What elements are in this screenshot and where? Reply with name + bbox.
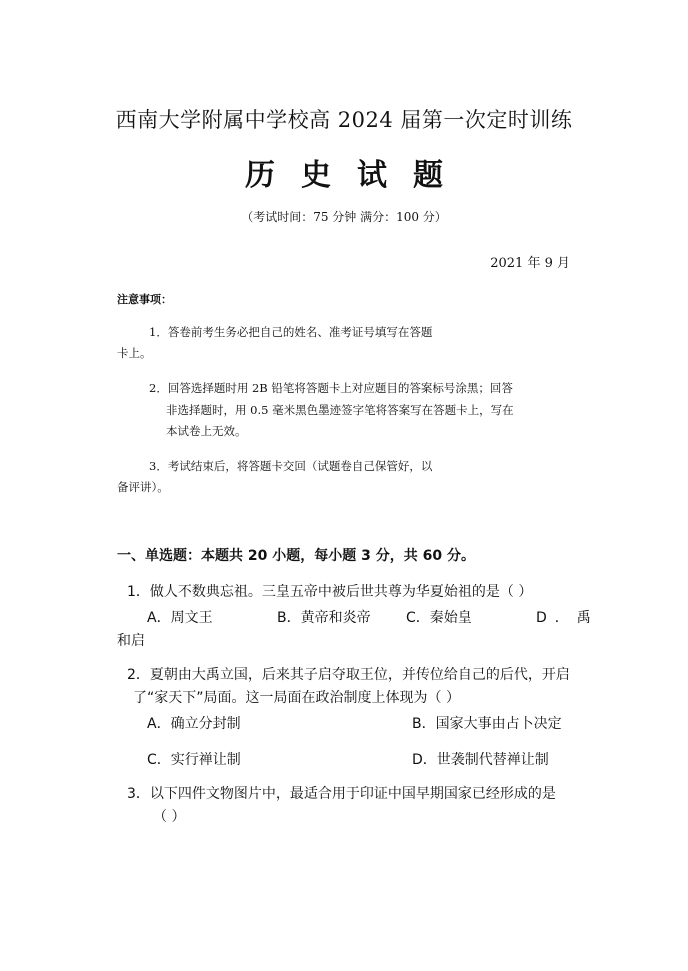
question-1-option-a: A．周文王 [147,610,213,626]
exam-time-score: （考试时间：75 分钟 满分：100 分） [241,210,447,224]
notice-item-2: 2．回答选择题时用 2B 铅笔将答题卡上对应题目的答案标号涂黑；回答 [149,381,513,395]
question-3-stem-cont: （ ） [153,809,186,825]
notice-item-1: 1．答卷前考生务必把自己的姓名、准考证号填写在答题 [149,325,433,339]
notice-item-1-cont: 卡上。 [117,346,152,360]
question-2-option-b: B．国家大事由占卜决定 [412,716,562,732]
notice-item-3: 3．考试结束后，将答题卡交回（试题卷自己保管好，以 [149,459,433,473]
exam-date: 2021 年 9 月 [490,256,570,271]
question-2-option-d: D．世袭制代替禅让制 [412,752,549,768]
question-2-stem: 2．夏朝由大禹立国，后来其子启夺取王位，并传位给自己的后代，开启 [127,667,570,683]
question-1-stem: 1．做人不数典忘祖。三皇五帝中被后世共尊为华夏始祖的是（ ） [127,584,533,600]
question-1-option-d-cont: 和启 [117,633,145,649]
question-2-option-a: A．确立分封制 [147,716,241,732]
notice-item-2-cont2: 本试卷上无效。 [166,424,247,438]
question-2-option-c: C．实行禅让制 [147,752,241,768]
school-exam-title: 西南大学附属中学校高 2024 届第一次定时训练 [115,108,573,132]
notice-item-3-cont: 备评讲）。 [117,480,169,494]
question-1-option-d: D．禹 [536,610,599,626]
question-3-stem: 3．以下四件文物图片中，最适合用于印证中国早期国家已经形成的是 [127,786,556,802]
notice-item-2-cont: 非选择题时，用 0.5 毫米黑色墨迹签字笔将答案写在答题卡上，写在 [166,403,514,417]
question-1-option-b: B．黄帝和炎帝 [277,610,371,626]
section-heading: 一、单选题：本题共 20 小题，每小题 3 分，共 60 分。 [117,548,475,564]
question-1-option-c: C．秦始皇 [406,610,472,626]
notice-title: 注意事项： [117,293,172,306]
question-2-stem-cont: 了“家天下”局面。这一局面在政治制度上体现为（ ） [133,690,460,706]
subject-title: 历史试题 [245,158,469,193]
